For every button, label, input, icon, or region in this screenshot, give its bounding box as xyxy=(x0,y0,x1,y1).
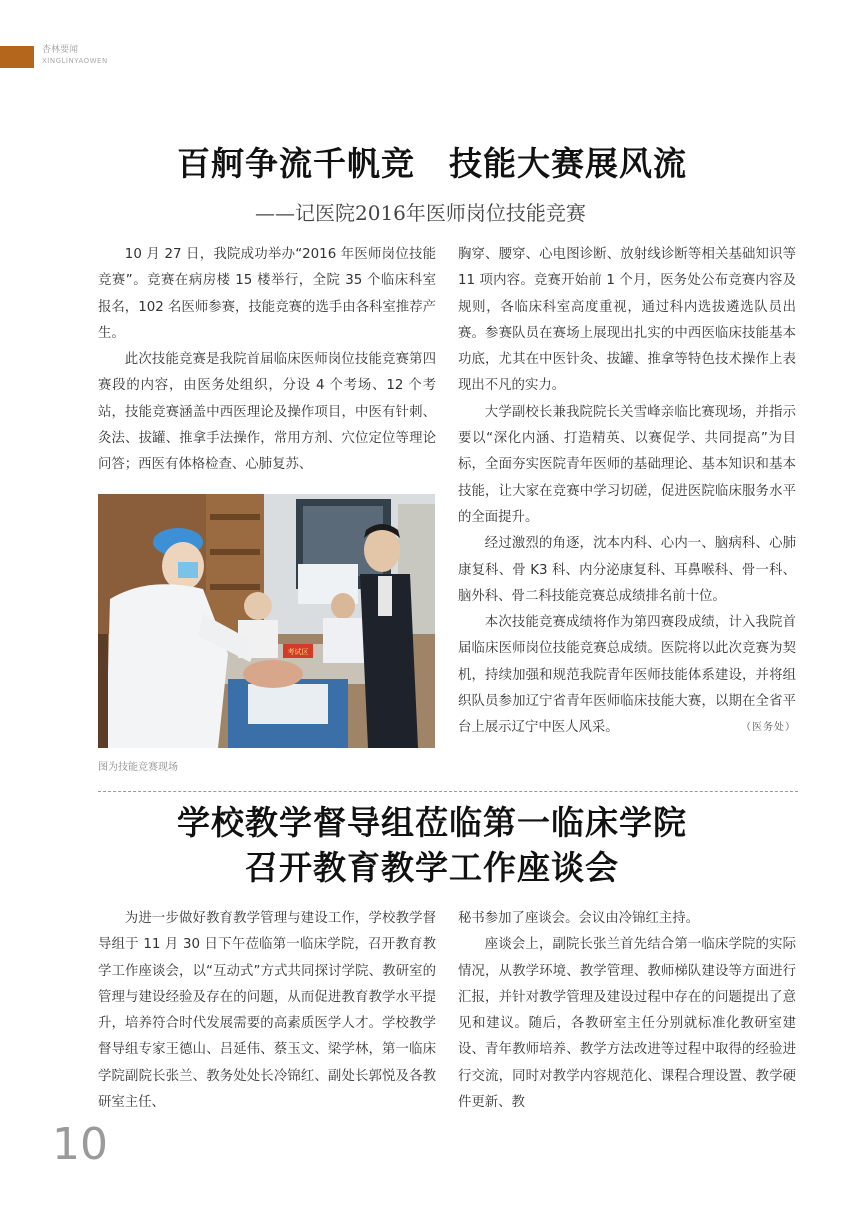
paragraph: 此次技能竞赛是我院首届临床医师岗位技能竞赛第四赛段的内容，由医务处组织，分设 4 个考场、12 个考站，技能竞赛涵盖中西医理论及操作项目，中医有针刺、灸法、拔罐、推拿手法操作，常用方剂、穴位定位等理论问答；西医有体格检查、心肺复苏、 xyxy=(98,352,436,473)
paragraph: 座谈会上，副院长张兰首先结合第一临床学院的实际情况，从教学环境、教学管理、教师梯队建设等方面进行汇报，并针对教学管理及建设过程中存在的问题提出了意见和建议。随后，各教研室主任分别就标准化教研室建设、青年教师培养、教学方法改进等过程中取得的经验进行交流，同时对教学内容规范化、课程合理设置、教学硬件更新、教 xyxy=(458,937,796,1111)
photo-caption: 图为技能竞赛现场 xyxy=(98,762,178,773)
article2-title-line1: 学校教学督导组莅临第一临床学院 xyxy=(177,803,687,842)
paragraph: 经过激烈的角逐，沈本内科、心内一、脑病科、心肺康复科、骨 K3 科、内分泌康复科、耳鼻喉科、骨一科、脑外科、骨二科技能竞赛总成绩排名前十位。 xyxy=(458,536,796,604)
paragraph: 10 月 27 日，我院成功举办“2016 年医师岗位技能竞赛”。竞赛在病房楼 15 楼举行，全院 35 个临床科室报名，102 名医师参赛，技能竞赛的选手由各科室推荐产生。 xyxy=(98,247,436,341)
section-title-pinyin: XINGLINYAOWEN xyxy=(42,57,108,65)
author-signature: （医务处） xyxy=(741,722,796,734)
section-title: 杏林要闻 xyxy=(42,45,79,55)
paragraph: 为进一步做好教育教学管理与建设工作，学校教学督导组于 11 月 30 日下午莅临第一临床学院，召开教育教学工作座谈会，以“互动式”方式共同探讨学院、教研室的管理与建设经验及存在的问题，从而促进教育教学水平提升，培养符合时代发展需要的高素质医学人才。学校教学督导组专家王德山、吕延伟、蔡玉文、梁学林，第一临床学院副院长张兰、教务处处长冷锦红、副处长郭悦及各教研室主任、 xyxy=(98,911,436,1111)
paragraph xyxy=(458,610,796,741)
article2-left-column xyxy=(98,906,436,1116)
exam-area-placard: 考试区 xyxy=(287,648,309,656)
paragraph: 秘书参加了座谈会。会议由冷锦红主持。 xyxy=(458,911,700,926)
article2-title-line2: 召开教育教学工作座谈会 xyxy=(245,848,619,887)
competition-photo-illustration xyxy=(98,494,435,748)
paragraph: 胸穿、腰穿、心电图诊断、放射线诊断等相关基础知识等 11 项内容。竞赛开始前 1 个月，医务处公布竞赛内容及规则，各临床科室高度重视，通过科内选拔遴选队员出赛。参赛队员在赛场上展现出扎实的中西医临床技能基本功底，尤其在中医针灸、拔罐、推拿等特色技术操作上表现出不凡的实力。 xyxy=(458,247,796,394)
paragraph-text: 本次技能竞赛成绩将作为第四赛段成绩，计入我院首届临床医师岗位技能竞赛总成绩。医院将以此次竞赛为契机，持续加强和规范我院青年医师技能体系建设，并将组织队员参加辽宁省青年医师临床技能大赛，以期在全省平台上展示辽宁中医人风采。 xyxy=(458,615,796,736)
article1-right-column xyxy=(458,242,796,742)
article1-title: 百舸争流千帆竞 技能大赛展风流 xyxy=(177,144,687,183)
article2-right-column xyxy=(458,906,796,1116)
competition-photo xyxy=(98,494,435,748)
article2-title xyxy=(0,800,864,890)
page-number: 10 xyxy=(52,1119,108,1170)
article1-subtitle: ——记医院2016年医师岗位技能竞赛 xyxy=(255,201,586,225)
article1-left-column xyxy=(98,242,436,479)
paragraph: 大学副校长兼我院院长关雪峰亲临比赛现场，并指示要以“深化内涵、打造精英、以赛促学、共同提高”为目标，全面夯实医院青年医师的基础理论、基本知识和基本技能，让大家在竞赛中学习切磋，促进医院临床服务水平的全面提升。 xyxy=(458,404,796,525)
article-divider xyxy=(98,791,798,792)
section-tab xyxy=(0,46,34,68)
